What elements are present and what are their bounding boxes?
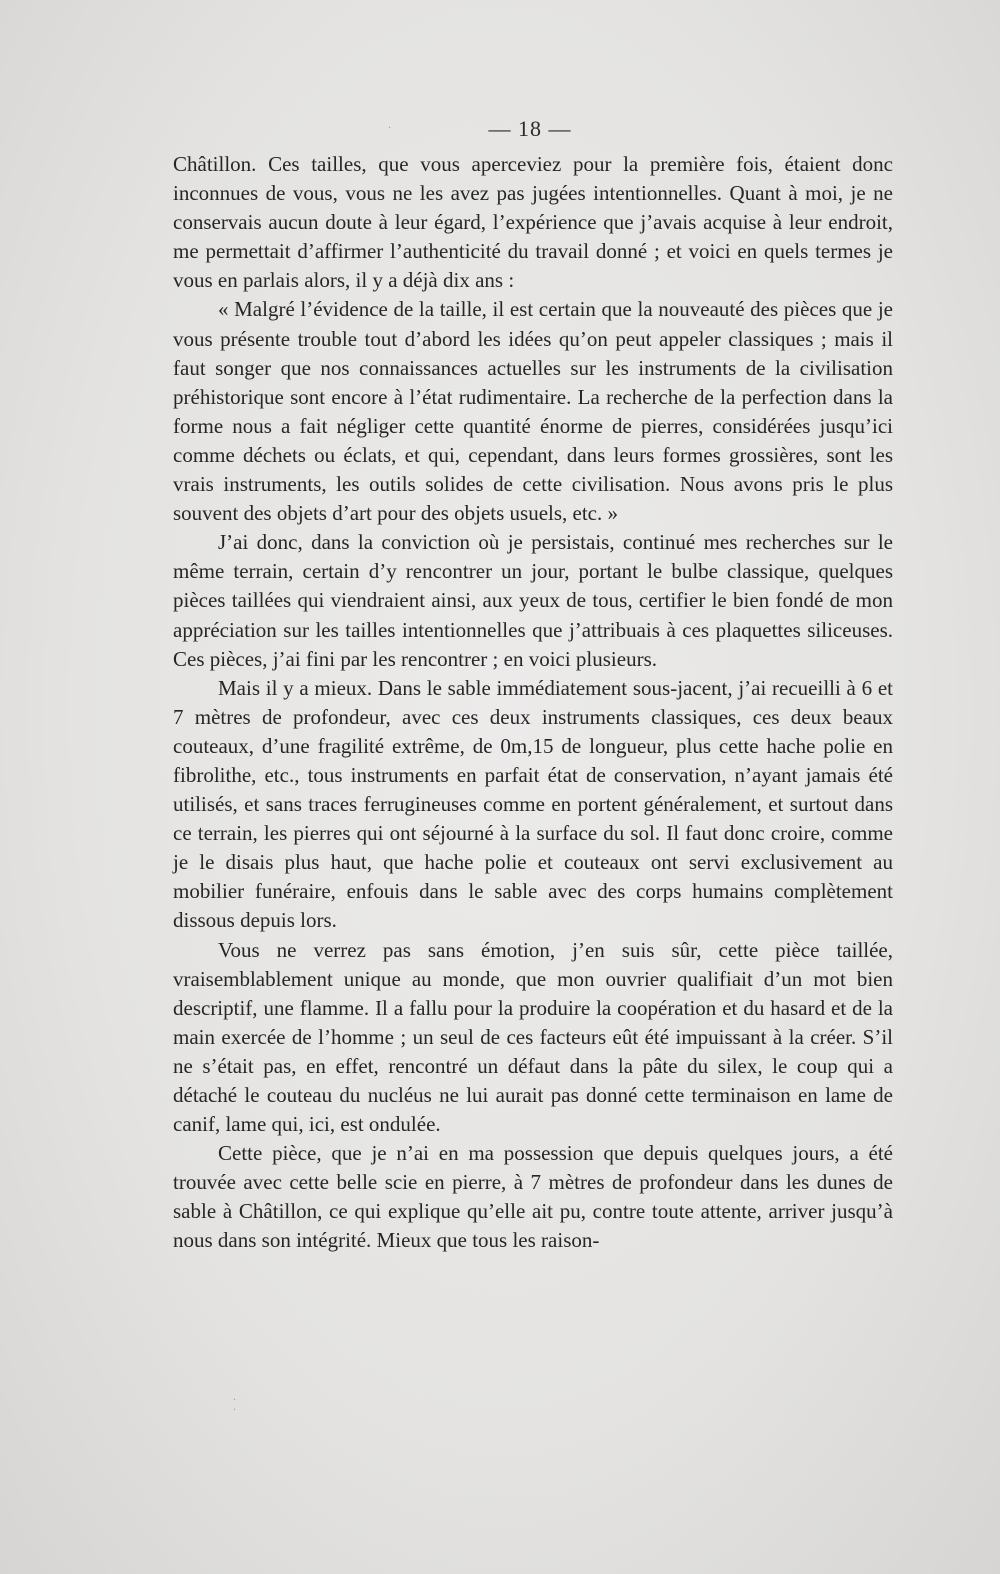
- paragraph-5: Vous ne verrez pas sans émotion, j’en suis sûr, cette pièce taillée, vraisemblablement unique au monde, que mon ouvrier qualifiait d’un mot bien descriptif, une flamme. Il a fallu pour la produire la coopération et du hasard et de la main exercée de l’homme ; un seul de ces facteurs eût été impuissant à la créer. S’il ne s’était pas, en effet, rencontré un défaut dans la pâte du silex, le coup qui a détaché le couteau du nucléus ne lui aurait pas donné cette terminaison en lame de canif, lame qui, ici, est ondulée.: [173, 937, 893, 1137]
- speck-mark: ·: [233, 1395, 237, 1406]
- paragraph-2: « Malgré l’évidence de la taille, il est certain que la nouveauté des pièces que je vous présente trouble tout d’abord les idées qu’on peut appeler classiques ; mais il faut songer que nos connaissances actuelles sur les instruments de la civilisation préhistorique sont encore à l’état rudimentaire. La recherche de la perfection dans la forme nous a fait négliger cette quantité énorme de pierres, considérées jusqu’ici comme déchets ou éclats, et qui, cependant, dans leurs formes grossières, sont les vrais instruments, les outils solides de cette civilisation. Nous avons pris le plus souvent des objets d’art pour des objets usuels, etc. »: [173, 297, 893, 526]
- paragraph-4: Mais il y a mieux. Dans le sable immédiatement sous-jacent, j’ai recueilli à 6 et 7 mètres de profondeur, avec ces deux instruments classiques, ces deux beaux couteaux, d’une fragilité extrême, de 0m,15 de longueur, plus cette hache polie en fibrolithe, etc., tous instruments en parfait état de conservation, n’ayant jamais été utilisés, et sans traces ferrugineuses comme en portent généralement, et surtout dans ce terrain, les pierres qui ont séjourné à la surface du sol. Il faut donc croire, comme je le disais plus haut, que hache polie et couteaux ont servi exclusivement au mobilier funéraire, enfouis dans le sable avec des corps humains complètement dissous depuis lors.: [173, 675, 893, 933]
- page-number: — 18 —: [488, 116, 572, 141]
- speck-mark: ·: [388, 123, 392, 134]
- paragraph-3: J’ai donc, dans la conviction où je persistais, continué mes recherches sur le même terrain, certain d’y rencontrer un jour, portant le bulbe classique, quelques pièces taillées qui viendraient ainsi, aux yeux de tous, certifier le bien fondé de mon appréciation sur les tailles intentionnelles que j’attribuais à ces plaquettes siliceuses. Ces pièces, j’ai fini par les rencontrer ; en voici plusieurs.: [173, 530, 893, 671]
- paragraph-1: Châtillon. Ces tailles, que vous aperceviez pour la première fois, étaient donc inconnues de vous, vous ne les avez pas jugées intentionnelles. Quant à moi, je ne conservais aucun doute à leur égard, l’expérience que j’avais acquise à leur endroit, me permettait d’affirmer l’authenticité du travail donné ; et voici en quels termes je vous en parlais alors, il y a déjà dix ans :: [173, 152, 893, 293]
- speck-mark: ·: [233, 1405, 237, 1416]
- paragraph-6: Cette pièce, que je n’ai en ma possession que depuis quelques jours, a été trouvée avec cette belle scie en pierre, à 7 mètres de profondeur dans les dunes de sable à Châtillon, ce qui explique qu’elle ait pu, contre toute attente, arriver jusqu’à nous dans son intégrité. Mieux que tous les raison-: [173, 1141, 893, 1253]
- body-text: [173, 150, 893, 1256]
